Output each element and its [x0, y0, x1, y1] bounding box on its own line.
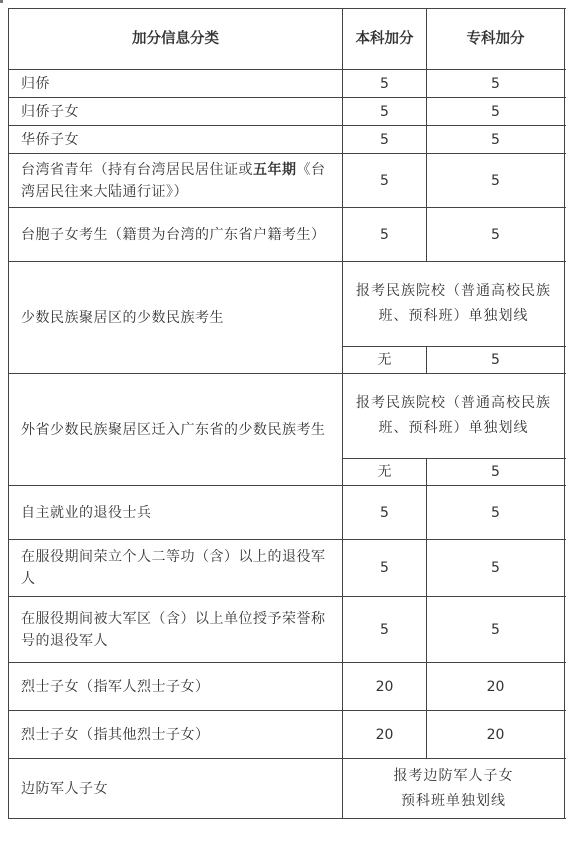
- row-junior-value: 20: [427, 711, 565, 759]
- row-label: 烈士子女（指军人烈士子女）: [9, 663, 343, 711]
- row-label: [9, 154, 343, 208]
- row-label: 归侨子女: [9, 98, 343, 126]
- row-label: 在服役期间荣立个人二等功（含）以上的退役军人: [9, 540, 343, 597]
- table-row: [9, 486, 566, 540]
- table-row: [9, 663, 566, 711]
- row-undergrad-value: 5: [343, 70, 427, 98]
- row-undergrad-value: 5: [343, 126, 427, 154]
- row-junior-value: 5: [427, 154, 565, 208]
- row-undergrad-value: 20: [343, 663, 427, 711]
- table-row: [9, 711, 566, 759]
- row-undergrad-value: 无: [343, 347, 427, 374]
- table-row: [9, 540, 566, 597]
- row-undergrad-value: 20: [343, 711, 427, 759]
- row-label: 华侨子女: [9, 126, 343, 154]
- row-label: 自主就业的退役士兵: [9, 486, 343, 540]
- row-undergrad-value: 5: [343, 540, 427, 597]
- row-label-emphasis: 五年期: [253, 161, 297, 178]
- row-undergrad-value: 5: [343, 486, 427, 540]
- row-junior-value: 5: [427, 208, 565, 262]
- table-row: [9, 374, 566, 459]
- table-row: [9, 70, 566, 98]
- row-note: 报考民族院校（普通高校民族班、预科班）单独划线: [343, 374, 565, 459]
- row-label: 烈士子女（指其他烈士子女）: [9, 711, 343, 759]
- table-row: [9, 262, 566, 347]
- row-junior-value: 20: [427, 663, 565, 711]
- row-label: 少数民族聚居区的少数民族考生: [9, 262, 343, 374]
- row-label-part: 台湾省青年（持有台湾居民居住证或: [21, 161, 253, 178]
- row-undergrad-value: 5: [343, 154, 427, 208]
- row-junior-value: 5: [427, 347, 565, 374]
- row-note: 报考边防军人子女预科班单独划线: [343, 759, 565, 819]
- row-undergrad-value: 5: [343, 597, 427, 663]
- header-junior: 专科加分: [427, 9, 565, 70]
- row-junior-value: 5: [427, 540, 565, 597]
- table-row: [9, 126, 566, 154]
- row-undergrad-value: 5: [343, 208, 427, 262]
- row-label: 外省少数民族聚居区迁入广东省的少数民族考生: [9, 374, 343, 486]
- corner-mark: [0, 0, 3, 3]
- table-row: [9, 597, 566, 663]
- row-junior-value: 5: [427, 70, 565, 98]
- table-row: [9, 154, 566, 208]
- row-junior-value: 5: [427, 98, 565, 126]
- table-row: [9, 98, 566, 126]
- row-undergrad-value: 5: [343, 98, 427, 126]
- row-label: 在服役期间被大军区（含）以上单位授予荣誉称号的退役军人: [9, 597, 343, 663]
- header-category: 加分信息分类: [9, 9, 343, 70]
- row-label: 边防军人子女: [9, 759, 343, 819]
- row-junior-value: 5: [427, 486, 565, 540]
- bonus-points-table: [8, 8, 566, 819]
- row-label: 台胞子女考生（籍贯为台湾的广东省户籍考生）: [9, 208, 343, 262]
- header-row: [9, 9, 566, 70]
- table-row: [9, 208, 566, 262]
- header-undergrad: 本科加分: [343, 9, 427, 70]
- row-label: 归侨: [9, 70, 343, 98]
- row-note: 报考民族院校（普通高校民族班、预科班）单独划线: [343, 262, 565, 347]
- row-undergrad-value: 无: [343, 459, 427, 486]
- table-row: [9, 759, 566, 819]
- row-junior-value: 5: [427, 126, 565, 154]
- row-junior-value: 5: [427, 597, 565, 663]
- bonus-points-table-container: [8, 8, 564, 819]
- row-junior-value: 5: [427, 459, 565, 486]
- row-label-part: 《台湾居民往来大陆通行证》）: [21, 161, 326, 200]
